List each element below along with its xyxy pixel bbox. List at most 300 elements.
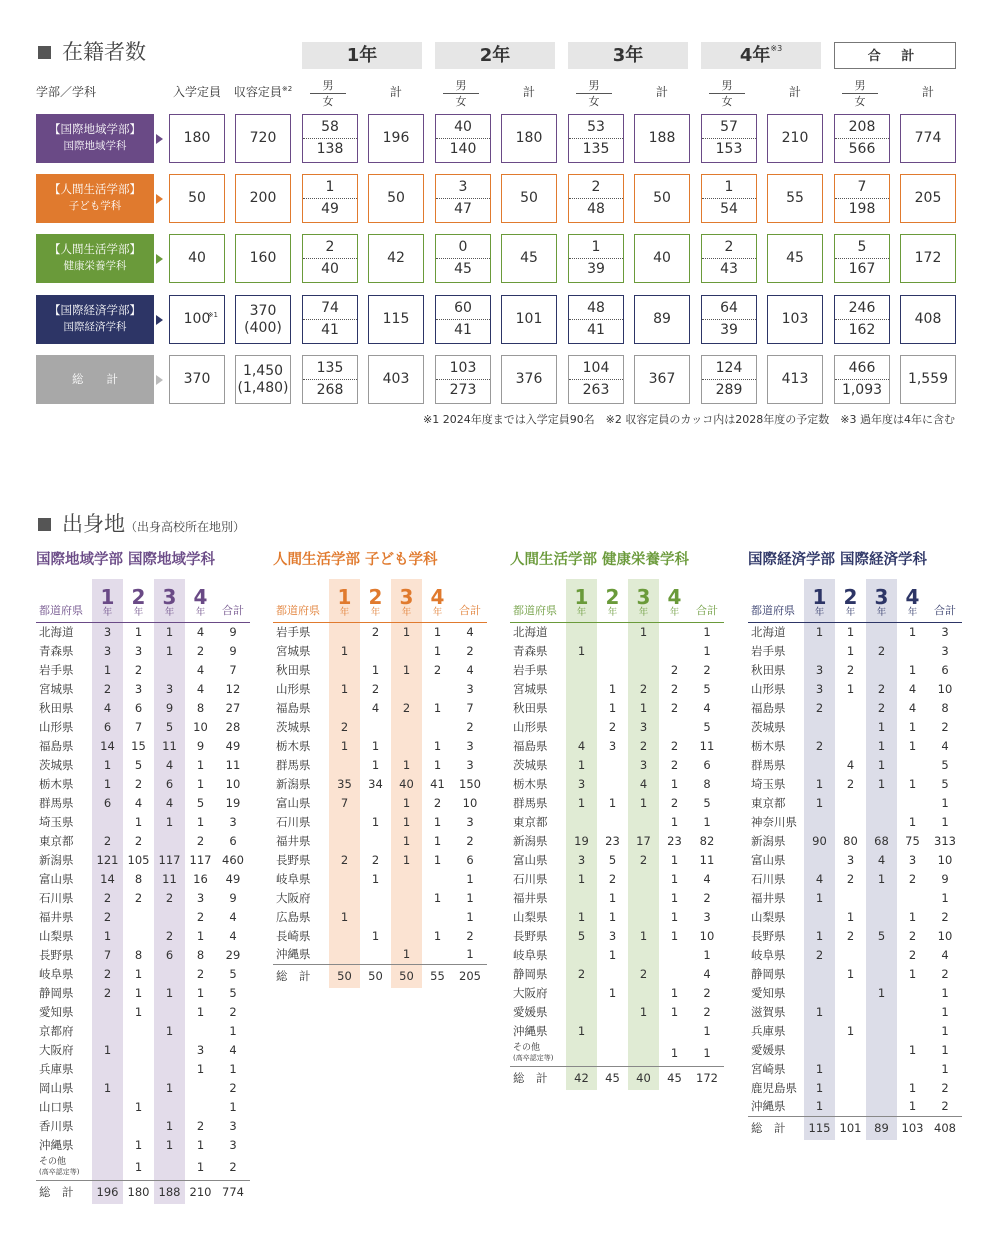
year-count: 1 xyxy=(433,624,442,639)
year-count: 1 xyxy=(670,928,679,943)
year-count: 75 xyxy=(905,833,920,848)
year-count: 1 xyxy=(628,926,659,945)
year-count xyxy=(154,907,185,926)
year-count: 3 xyxy=(608,738,617,753)
grand-total: 774 xyxy=(216,1180,250,1204)
male-count: 74 xyxy=(303,300,357,320)
male-count: 135 xyxy=(303,360,357,380)
pref-name: 秋田県 xyxy=(39,700,74,715)
year-count: 1 xyxy=(804,1059,835,1078)
table-row xyxy=(273,660,487,679)
pref-total: 9 xyxy=(941,871,949,886)
year-count xyxy=(566,622,597,641)
year-count: 2 xyxy=(196,966,205,981)
year-col-header: 1 年 xyxy=(804,579,835,622)
pref-total: 3 xyxy=(941,624,949,639)
year-count xyxy=(154,660,185,679)
year-count xyxy=(835,698,866,717)
table-row xyxy=(748,1078,962,1097)
year-count xyxy=(391,907,422,926)
total-col-header: 合計 xyxy=(459,603,481,617)
pref-total: 1 xyxy=(941,1004,949,1019)
table-row xyxy=(748,831,962,850)
table-row xyxy=(36,698,250,717)
year-count: 2 xyxy=(628,964,659,983)
year-count xyxy=(628,1040,659,1066)
pref-total: 2 xyxy=(703,1004,711,1019)
year-count: 1 xyxy=(804,1002,835,1021)
year-count: 121 xyxy=(92,850,123,869)
year-count: 1 xyxy=(566,907,597,926)
pref-total: 4 xyxy=(703,700,711,715)
year-count xyxy=(628,888,659,907)
year-count xyxy=(659,1021,690,1040)
year-count: 1 xyxy=(670,985,679,1000)
year-count xyxy=(897,755,928,774)
table-row xyxy=(748,1059,962,1078)
year-count xyxy=(92,1097,123,1116)
pref-name: 群馬県 xyxy=(39,795,74,810)
pref-name: 茨城県 xyxy=(751,719,786,734)
year-count: 4 xyxy=(154,755,185,774)
male-label: 男 xyxy=(588,79,600,92)
table-row xyxy=(36,1059,250,1078)
mf-header xyxy=(435,78,487,110)
year-count: 1 xyxy=(846,966,855,981)
pref-name: 山形県 xyxy=(276,681,311,696)
pref-name: 宮崎県 xyxy=(751,1061,786,1076)
capacity-box: 40 xyxy=(169,234,225,283)
year-count xyxy=(835,888,866,907)
year-header-4: 4年$^{※3}$ xyxy=(701,42,821,69)
pref-name: 沖縄県 xyxy=(513,1023,548,1038)
total-label: 総 計 xyxy=(273,964,329,988)
year-count: 3 xyxy=(804,660,835,679)
pref-total: 1 xyxy=(466,947,474,962)
male-count: 7 xyxy=(835,179,889,199)
sum-box: 196 xyxy=(368,114,424,163)
dept-label xyxy=(36,114,154,163)
pref-name: 新潟県 xyxy=(276,776,311,791)
year-count: 34 xyxy=(368,776,383,791)
table-row xyxy=(36,945,250,964)
year-count: 2 xyxy=(866,641,897,660)
table-row xyxy=(36,660,250,679)
table-row xyxy=(510,736,724,755)
year-count xyxy=(422,869,453,888)
table-row xyxy=(36,1002,250,1021)
pref-name: 兵庫県 xyxy=(751,1023,786,1038)
pref-total: 3 xyxy=(466,814,474,829)
year-count xyxy=(329,755,360,774)
year-count: 11 xyxy=(154,869,185,888)
pref-name: 青森県 xyxy=(39,643,74,658)
pref-total: 3 xyxy=(229,1118,237,1133)
sum-box: 55 xyxy=(767,174,823,223)
year-count: 1 xyxy=(92,755,123,774)
total-label: 総 計 xyxy=(748,1116,804,1140)
pref-total: 10 xyxy=(937,928,953,943)
table-row xyxy=(510,945,724,964)
pref-total: 1 xyxy=(703,643,711,658)
year-count xyxy=(628,945,659,964)
year-count xyxy=(628,660,659,679)
year-count xyxy=(804,850,835,869)
year-count: 1 xyxy=(433,852,442,867)
row-arrow-icon xyxy=(156,134,163,144)
sum-box: 376 xyxy=(501,355,557,404)
male-label: 男 xyxy=(455,79,467,92)
pref-total: 4 xyxy=(229,1042,237,1057)
year-count: 1 xyxy=(908,909,917,924)
year-count: 1 xyxy=(670,1004,679,1019)
pref-name: 新潟県 xyxy=(513,833,548,848)
pref-name: 北海道 xyxy=(751,624,786,639)
pref-name: 石川県 xyxy=(276,814,311,829)
origin-dept-title: 国際経済学部 国際経済学科 xyxy=(748,552,928,568)
female-label: 女 xyxy=(709,93,745,109)
pref-name: 岐阜県 xyxy=(751,947,786,962)
table-row xyxy=(510,850,724,869)
year-count: 1 xyxy=(908,719,917,734)
year-count xyxy=(835,945,866,964)
dept-name: 健康栄養学科 xyxy=(63,260,127,272)
year-count: 4 xyxy=(908,681,917,696)
year-count: 1 xyxy=(391,812,422,831)
male-female-box xyxy=(435,234,491,283)
total-col-header: 合計 xyxy=(934,603,956,617)
pref-name: 栃木県 xyxy=(276,738,311,753)
male-female-box xyxy=(435,114,491,163)
year-count xyxy=(835,1078,866,1097)
year-count xyxy=(123,1021,154,1040)
year-col-header: 3 年 xyxy=(866,579,897,622)
pref-name: その他 (高卒認定等) xyxy=(513,1042,554,1062)
year-count: 1 xyxy=(371,928,380,943)
section-marker xyxy=(38,46,51,59)
year-total: 101 xyxy=(835,1116,866,1140)
year-count xyxy=(804,964,835,983)
year-count: 2 xyxy=(154,888,185,907)
year-count xyxy=(566,698,597,717)
pref-name: 茨城県 xyxy=(276,719,311,734)
year-count: 1 xyxy=(628,698,659,717)
table-row xyxy=(748,926,962,945)
origin-dept-title: 国際地域学部 国際地域学科 xyxy=(36,552,216,568)
sum-header: 計 xyxy=(788,85,801,99)
year-count: 3 xyxy=(134,681,143,696)
year-count: 3 xyxy=(846,852,855,867)
pref-name: 岐阜県 xyxy=(513,947,548,962)
year-total: 188 xyxy=(154,1180,185,1204)
year-count: 1 xyxy=(866,717,897,736)
year-count xyxy=(360,641,391,660)
pref-name: 大阪府 xyxy=(513,985,548,1000)
year-count: 1 xyxy=(566,869,597,888)
year-count: 1 xyxy=(908,814,917,829)
year-count: 117 xyxy=(189,852,212,867)
grand-total-label: 総 計 xyxy=(72,372,118,386)
year-count: 1 xyxy=(608,909,617,924)
male-count: 1 xyxy=(303,179,357,199)
pref-total: 19 xyxy=(225,795,241,810)
year-count: 3 xyxy=(134,643,143,658)
year-count xyxy=(866,888,897,907)
pref-name: 岡山県 xyxy=(39,1080,74,1095)
year-count: 2 xyxy=(154,926,185,945)
table-row xyxy=(36,812,250,831)
pref-total: 1 xyxy=(229,1061,237,1076)
pref-total: 460 xyxy=(222,852,244,867)
year-count: 2 xyxy=(628,850,659,869)
year-count: 1 xyxy=(391,660,422,679)
pref-name: 富山県 xyxy=(39,871,74,886)
male-count: 104 xyxy=(569,360,623,380)
sum-box: 103 xyxy=(767,295,823,344)
year-count: 2 xyxy=(196,909,205,924)
year-count xyxy=(154,831,185,850)
year-count xyxy=(835,1002,866,1021)
year-count: 2 xyxy=(134,776,143,791)
pref-total: 4 xyxy=(941,738,949,753)
year-total: 196 xyxy=(92,1180,123,1204)
year-total: 40 xyxy=(628,1066,659,1090)
enrollment-title: 在籍者数 xyxy=(62,40,146,64)
year-count: 1 xyxy=(92,1078,123,1097)
year-count: 1 xyxy=(908,1042,917,1057)
sum-box: 413 xyxy=(767,355,823,404)
year-total: 55 xyxy=(422,964,453,988)
year-count: 1 xyxy=(908,738,917,753)
pref-name: 石川県 xyxy=(513,871,548,886)
year-count: 17 xyxy=(628,831,659,850)
faculty-name: 【国際経済学部】 xyxy=(49,303,141,317)
table-row xyxy=(510,717,724,736)
male-count: 0 xyxy=(436,239,490,259)
year-count: 1 xyxy=(908,776,917,791)
female-label: 女 xyxy=(443,93,479,109)
year-count xyxy=(597,1002,628,1021)
year-count: 2 xyxy=(670,757,679,772)
pref-total: 6 xyxy=(941,662,949,677)
planned-capacity-value: (400) xyxy=(244,319,282,336)
table-row xyxy=(748,869,962,888)
year-count: 1 xyxy=(154,641,185,660)
male-count: 48 xyxy=(569,300,623,320)
pref-total: 3 xyxy=(229,1137,237,1152)
year-count xyxy=(360,831,391,850)
year-count: 1 xyxy=(329,907,360,926)
year-count: 2 xyxy=(908,928,917,943)
male-count: 208 xyxy=(835,119,889,139)
table-row xyxy=(748,964,962,983)
female-count: 268 xyxy=(316,382,344,398)
year-count: 23 xyxy=(667,833,682,848)
year-count: 2 xyxy=(92,679,123,698)
year-count xyxy=(422,945,453,964)
year-count: 2 xyxy=(670,681,679,696)
table-row xyxy=(510,831,724,850)
male-count: 40 xyxy=(436,119,490,139)
year-count xyxy=(659,945,690,964)
table-row xyxy=(36,869,250,888)
year-count xyxy=(866,812,897,831)
year-count: 2 xyxy=(804,736,835,755)
year-count: 1 xyxy=(92,774,123,793)
pref-name: 富山県 xyxy=(751,852,786,867)
table-row xyxy=(748,679,962,698)
pref-name: 富山県 xyxy=(276,795,311,810)
year-count xyxy=(897,1021,928,1040)
male-count: 124 xyxy=(702,360,756,380)
table-row xyxy=(748,1021,962,1040)
year-count: 4 xyxy=(134,795,143,810)
year-count: 5 xyxy=(134,757,143,772)
table-row xyxy=(36,850,250,869)
year-count xyxy=(566,1002,597,1021)
year-count xyxy=(391,869,422,888)
year-count xyxy=(597,660,628,679)
year-count: 2 xyxy=(134,662,143,677)
year-count xyxy=(329,945,360,964)
pref-name: 長野県 xyxy=(751,928,786,943)
pref-total: 2 xyxy=(466,719,474,734)
male-female-box xyxy=(568,295,624,344)
pref-total: 1 xyxy=(229,1023,237,1038)
year-count xyxy=(866,1059,897,1078)
pref-total: 3 xyxy=(941,643,949,658)
col-header-capacity: 入学定員 xyxy=(172,85,221,99)
pref-total: 2 xyxy=(466,928,474,943)
pref-name: 愛知県 xyxy=(39,1004,74,1019)
year-count xyxy=(897,793,928,812)
pref-name: 福島県 xyxy=(751,700,786,715)
year-count: 1 xyxy=(908,1080,917,1095)
pref-total: 28 xyxy=(225,719,241,734)
pref-total: 2 xyxy=(941,1099,949,1114)
pref-name: 静岡県 xyxy=(751,966,786,981)
mf-header xyxy=(302,78,354,110)
pref-name: 長野県 xyxy=(276,852,311,867)
year-count: 2 xyxy=(908,871,917,886)
year-count xyxy=(628,1021,659,1040)
year-count: 5 xyxy=(866,926,897,945)
pref-total: 2 xyxy=(229,1080,237,1095)
pref-total: 1 xyxy=(941,1061,949,1076)
year-count xyxy=(866,1002,897,1021)
year-count: 1 xyxy=(670,776,679,791)
year-col-header: 4 年 xyxy=(430,584,445,618)
year-count: 1 xyxy=(391,622,422,641)
year-col-header: 3 年 xyxy=(391,579,422,622)
table-row xyxy=(36,622,250,641)
sum-box: 408 xyxy=(900,295,956,344)
total-capacity-value: 370 xyxy=(249,302,277,319)
pref-name: 大阪府 xyxy=(39,1042,74,1057)
year-count: 2 xyxy=(846,871,855,886)
year-count: 5 xyxy=(154,717,185,736)
year-count: 4 xyxy=(866,850,897,869)
pref-total: 7 xyxy=(229,662,237,677)
year-count: 1 xyxy=(196,1137,205,1152)
table-row xyxy=(273,850,487,869)
pref-name: 愛媛県 xyxy=(513,1004,548,1019)
year-count xyxy=(659,641,690,660)
faculty-name: 【人間生活学部】 xyxy=(49,182,141,196)
pref-name: 石川県 xyxy=(751,871,786,886)
table-row xyxy=(510,622,724,641)
male-count: 1 xyxy=(702,179,756,199)
year-count: 1 xyxy=(670,852,679,867)
year-total: 89 xyxy=(866,1116,897,1140)
year-count xyxy=(123,1040,154,1059)
male-female-box xyxy=(701,234,757,283)
year-count xyxy=(123,926,154,945)
year-count: 7 xyxy=(134,719,143,734)
pref-total: 5 xyxy=(229,966,237,981)
male-count: 58 xyxy=(303,119,357,139)
male-female-box xyxy=(568,174,624,223)
capacity-box: 180 xyxy=(169,114,225,163)
pref-name: 岐阜県 xyxy=(39,966,74,981)
pref-total: 150 xyxy=(459,776,481,791)
year-count: 1 xyxy=(670,814,679,829)
female-count: 39 xyxy=(587,261,605,277)
pref-name: 福井県 xyxy=(751,890,786,905)
male-female-box xyxy=(302,355,358,404)
table-row xyxy=(510,793,724,812)
year-count xyxy=(185,1078,216,1097)
grand-total: 172 xyxy=(690,1066,724,1090)
pref-total: 9 xyxy=(229,643,237,658)
table-row xyxy=(273,793,487,812)
female-count: 138 xyxy=(316,141,344,157)
row-arrow-icon xyxy=(156,315,163,325)
year-count: 7 xyxy=(329,793,360,812)
pref-name: 岐阜県 xyxy=(276,871,311,886)
year-count xyxy=(566,888,597,907)
year-count: 1 xyxy=(134,1159,143,1174)
grand-total: 408 xyxy=(928,1116,962,1140)
pref-name: 宮城県 xyxy=(276,643,311,658)
table-row xyxy=(273,641,487,660)
year-count xyxy=(391,679,422,698)
pref-name: 山形県 xyxy=(513,719,548,734)
male-female-box xyxy=(435,355,491,404)
sum-box: 205 xyxy=(900,174,956,223)
year-count: 1 xyxy=(371,814,380,829)
pref-name: 群馬県 xyxy=(751,757,786,772)
origin-subtitle: （出身高校所在地別） xyxy=(125,520,246,534)
pref-total: 49 xyxy=(225,871,241,886)
year-count: 1 xyxy=(196,757,205,772)
female-count: 153 xyxy=(715,141,743,157)
year-count xyxy=(329,831,360,850)
origin-table xyxy=(36,579,250,1204)
female-count: 135 xyxy=(582,141,610,157)
total-capacity-value: 1,450 xyxy=(242,362,284,379)
pref-total: 10 xyxy=(699,928,715,943)
pref-total: 10 xyxy=(462,795,478,810)
sum-box: 774 xyxy=(900,114,956,163)
pref-header: 都道府県 xyxy=(276,603,320,617)
year-count xyxy=(597,812,628,831)
year-count: 4 xyxy=(908,700,917,715)
pref-name: 福島県 xyxy=(513,738,548,753)
table-row xyxy=(273,926,487,945)
grand-total: 205 xyxy=(453,964,487,988)
pref-total: 1 xyxy=(941,890,949,905)
